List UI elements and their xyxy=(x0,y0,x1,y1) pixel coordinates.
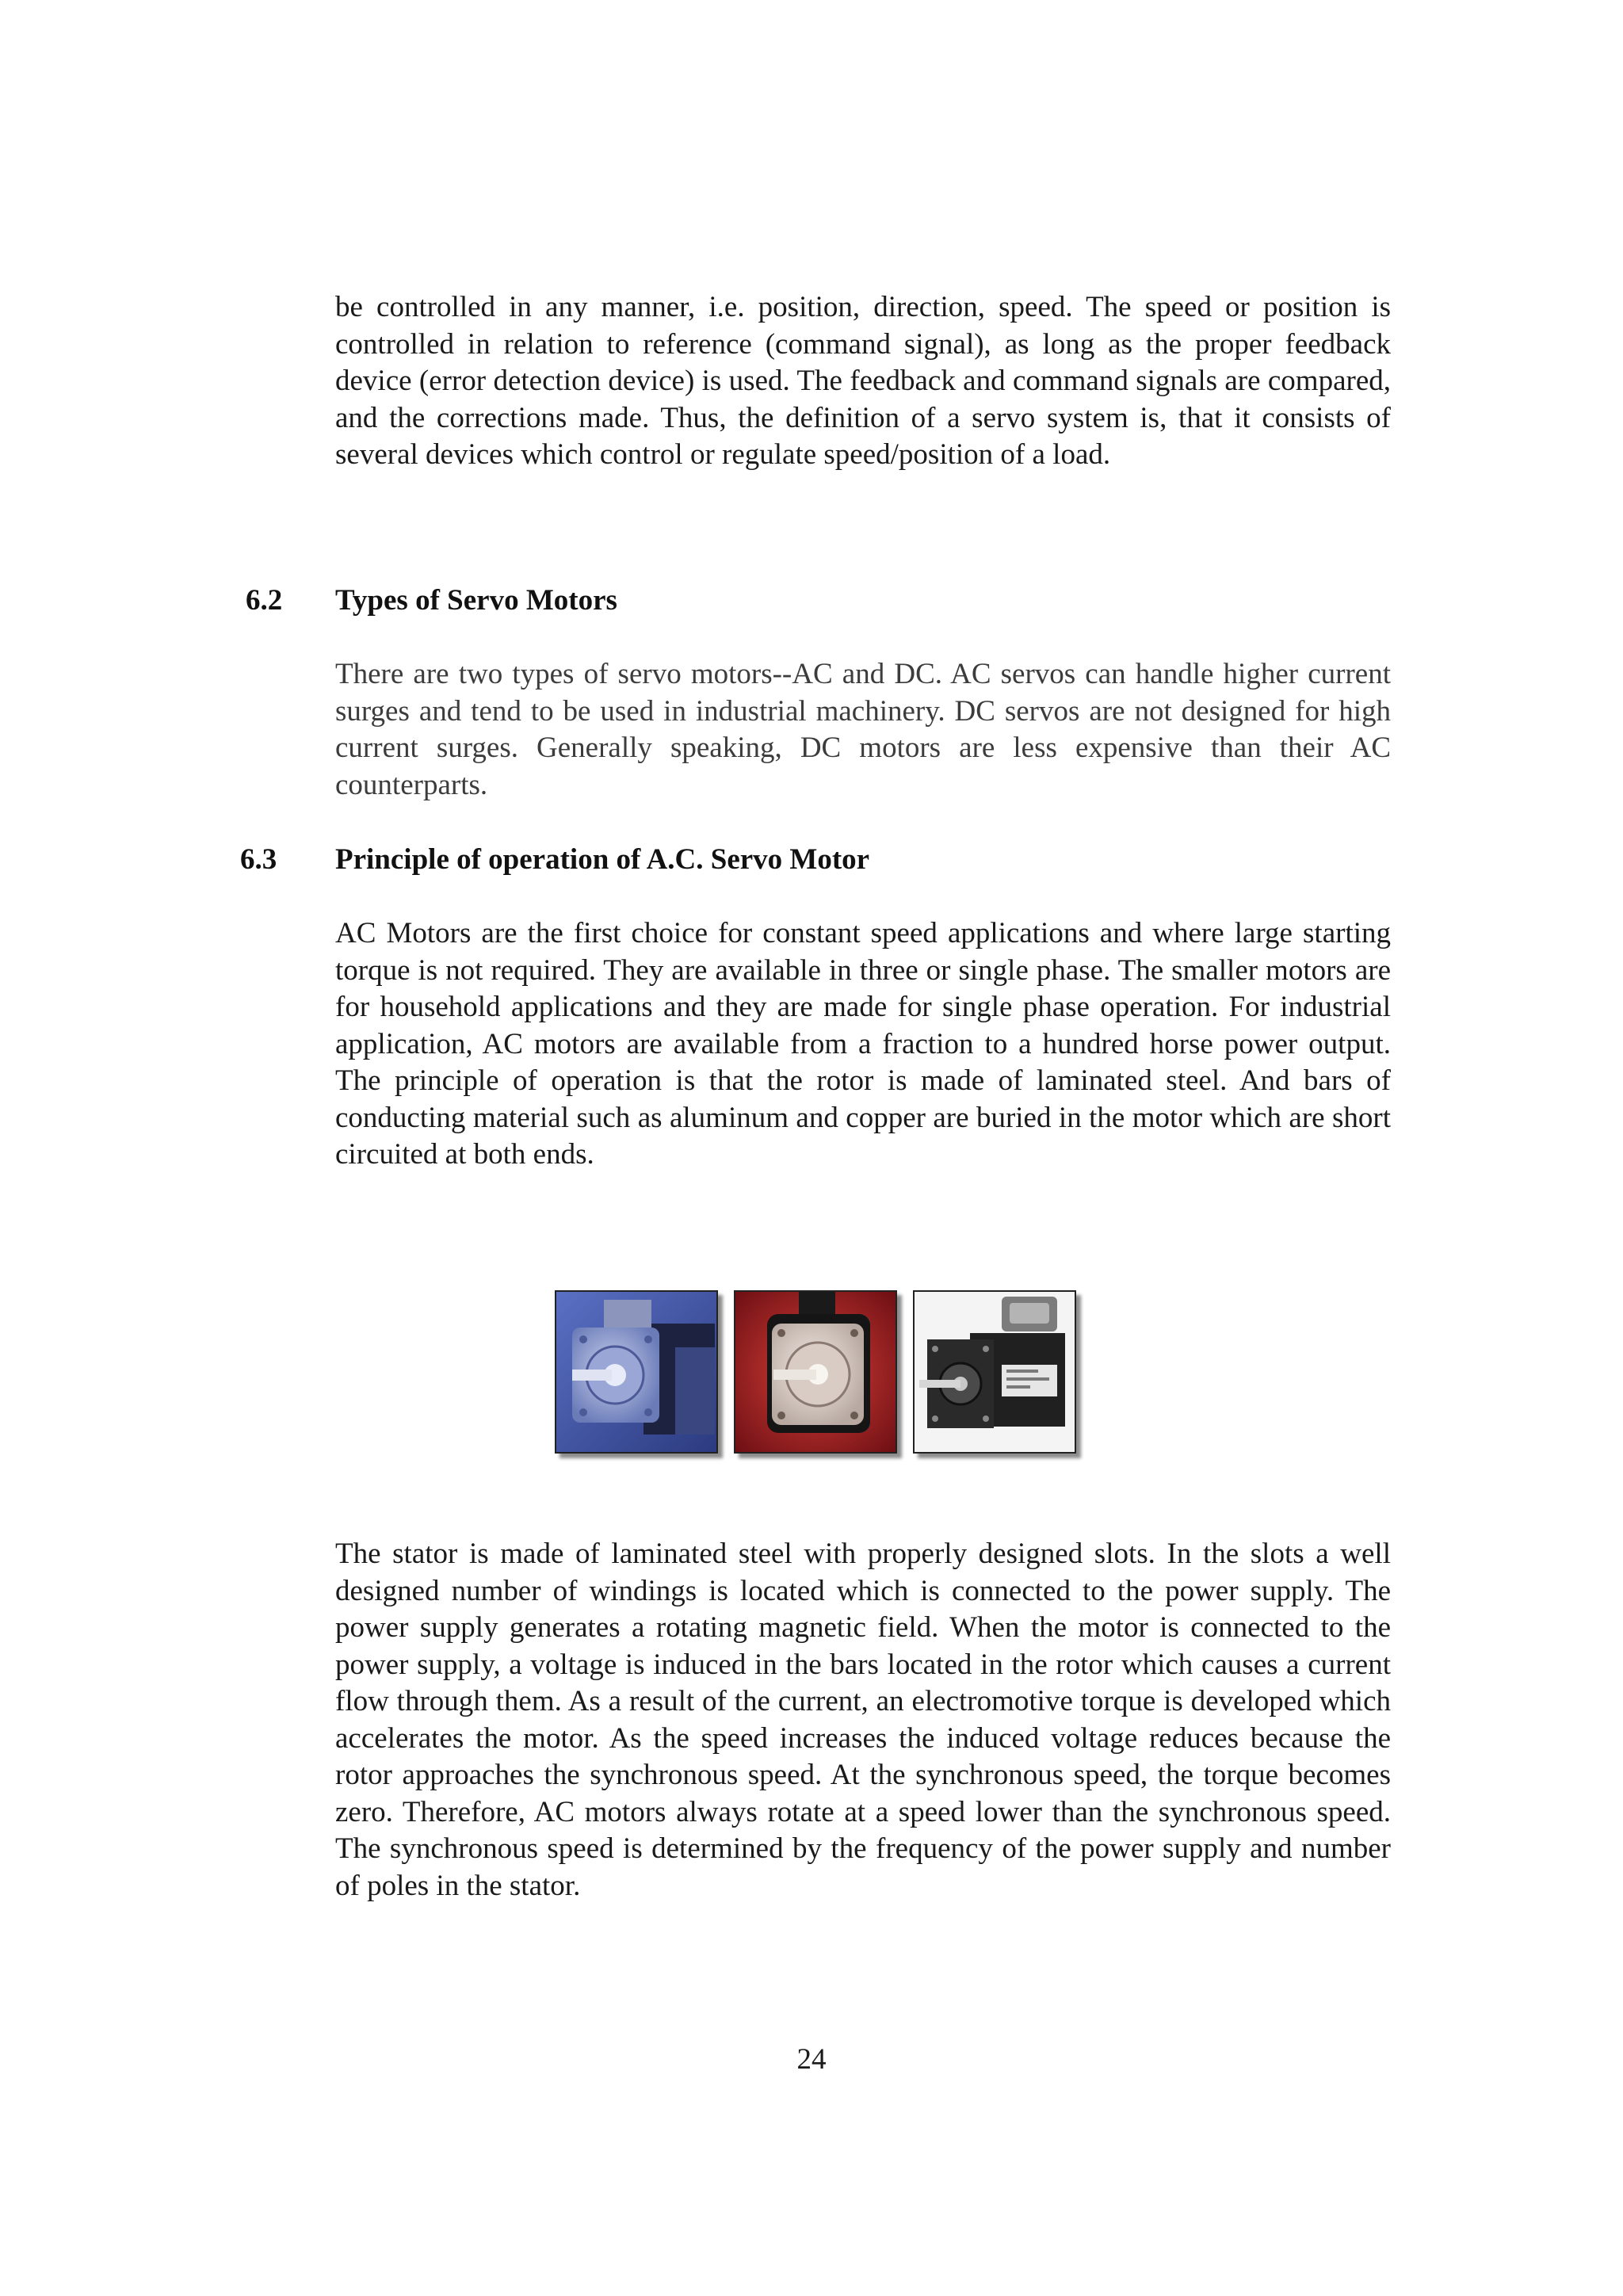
principle-paragraph: AC Motors are the first choice for constant speed applications and where large starting torque is not required. They are available in three or single phase. The smaller motors are for household applications and they are made for single phase operation. For industrial application, AC motors are available from a fraction to a hundred horse power output. The principle of operation is that the rotor is made of laminated steel. And bars of conducting material such as aluminum and copper are buried in the motor which are short circuited at both ends. xyxy=(335,917,1391,1171)
section-number: 6.3 xyxy=(240,843,277,876)
intro-paragraph: be controlled in any manner, i.e. position, direction, speed. The speed or position is controlled in relation to reference (command signal), as long as the proper feedback device (error detection device) is used. The feedback and command signals are compared, and the corrections made. Thus, the definition of a servo system is, that it consists of several devices which control or regulate speed/position of a load. xyxy=(335,291,1391,471)
servo-motor-blue-photo xyxy=(555,1290,718,1454)
section-number: 6.2 xyxy=(246,584,283,617)
stator-paragraph: The stator is made of laminated steel with properly designed slots. In the slots a well designed number of windings is located which is connected to the power supply. The power supply generates a rotating magnetic field. When the motor is connected to the power supply, a voltage is induced in the bars located in the rotor which causes a current flow through them. As a result of the current, an electromotive torque is developed which accelerates the motor. As the speed increases the induced voltage reduces because the rotor approaches the synchronous speed. At the synchronous speed, the torque becomes zero. Therefore, AC motors always rotate at a speed lower than the synchronous speed. The synchronous speed is determined by the frequency of the power supply and number of poles in the stator. xyxy=(335,1538,1391,1902)
servo-motor-red-photo xyxy=(734,1290,897,1454)
servo-motor-white-photo xyxy=(913,1290,1076,1454)
types-paragraph: There are two types of servo motors--AC and DC. AC servos can handle higher current surges and tend to be used in industrial machinery. DC servos are not designed for high current surges. Generally speaking, DC motors are less expensive than their AC counterparts. xyxy=(335,658,1391,801)
section-title: Types of Servo Motors xyxy=(335,584,617,617)
page-number: 24 xyxy=(796,2043,827,2076)
section-title: Principle of operation of A.C. Servo Motor xyxy=(335,843,870,876)
